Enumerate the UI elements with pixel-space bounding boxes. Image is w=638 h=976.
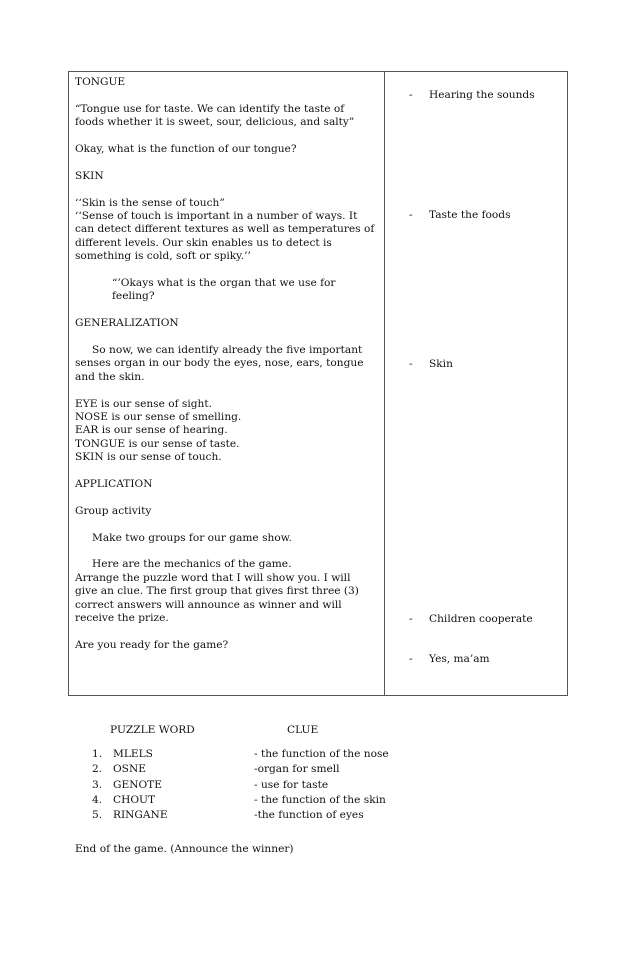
lesson-table	[68, 71, 568, 696]
response-dash: -	[409, 209, 413, 221]
puzzle-number: 3.	[92, 778, 103, 791]
lesson-paragraph: TONGUE is our sense of taste.	[75, 437, 240, 450]
lesson-paragraph: Here are the mechanics of the game.	[92, 558, 292, 571]
response-dash: -	[409, 653, 413, 665]
lesson-paragraph: GENERALIZATION	[75, 317, 179, 330]
puzzle-clue: -the function of eyes	[254, 809, 364, 822]
spacer	[75, 331, 375, 344]
lesson-paragraph: Are you ready for the game?	[75, 638, 229, 651]
puzzle-word: OSNE	[113, 763, 146, 776]
lesson-paragraph: TONGUE	[75, 76, 126, 88]
puzzle-word: GENOTE	[113, 778, 162, 791]
puzzle-number: 2.	[92, 763, 103, 776]
puzzle-clue: - the function of the skin	[254, 793, 386, 806]
spacer	[75, 625, 375, 638]
lesson-paragraph: Arrange the puzzle word that I will show you. I will give an clue. The first group that gives first three (3) correct answers will announce as winner and will receive the prize.	[75, 571, 359, 625]
puzzle-row	[92, 779, 492, 794]
lesson-paragraph: “’Okays what is the organ that we use for feeling?	[112, 277, 336, 303]
puzzle-row	[92, 748, 492, 763]
spacer	[75, 156, 375, 169]
lesson-paragraph: So now, we can identify already the five important senses organ in our body the eyes, nose, ears, tongue and the skin.	[75, 344, 364, 383]
response-text: Children cooperate	[429, 613, 533, 625]
puzzle-number: 1.	[92, 748, 103, 760]
lesson-paragraph: SKIN is our sense of touch.	[75, 451, 222, 464]
spacer	[75, 545, 375, 558]
lesson-paragraph: ‘‘Sense of touch is important in a number of ways. It can detect different textures as well as temperatures of different levels. Our skin enables us to detect is something is cold, soft or spiky.’’	[75, 210, 375, 263]
spacer	[75, 518, 375, 531]
lesson-paragraph: APPLICATION	[75, 478, 153, 491]
response-text: Yes, ma’am	[429, 653, 490, 665]
puzzle-word: CHOUT	[113, 793, 156, 806]
response-text: Taste the foods	[429, 209, 511, 221]
lesson-paragraph: Group activity	[75, 504, 152, 517]
clue-header: CLUE	[287, 724, 319, 736]
lesson-paragraph: “Tongue use for taste. We can identify the taste of foods whether it is sweet, sour, delicious, and salty”	[75, 102, 355, 129]
column-divider	[384, 72, 385, 695]
spacer	[75, 384, 375, 397]
lesson-paragraph: NOSE is our sense of smelling.	[75, 411, 242, 424]
puzzle-row	[92, 794, 492, 809]
response-text: Skin	[429, 358, 453, 370]
response-dash: -	[409, 613, 413, 625]
puzzle-word: RINGANE	[113, 809, 168, 822]
spacer	[75, 183, 375, 196]
puzzle-row	[92, 763, 492, 778]
spacer	[75, 264, 375, 277]
puzzle-clue: - the function of the nose	[254, 748, 389, 760]
puzzle-word: MLELS	[113, 748, 153, 760]
spacer	[75, 89, 375, 102]
lesson-paragraph: Okay, what is the function of our tongue?	[75, 143, 297, 155]
lesson-paragraph: EAR is our sense of hearing.	[75, 424, 228, 437]
lesson-paragraph: ‘‘Skin is the sense of touch”	[75, 196, 225, 209]
spacer	[75, 130, 375, 143]
puzzle-clue: - use for taste	[254, 778, 329, 791]
response-dash: -	[409, 358, 413, 370]
lesson-paragraph: EYE is our sense of sight.	[75, 397, 212, 410]
puzzle-number: 4.	[92, 793, 103, 806]
puzzle-list	[92, 748, 492, 824]
response-dash: -	[409, 89, 413, 101]
lesson-paragraph: Make two groups for our game show.	[92, 531, 292, 544]
lesson-paragraph: SKIN	[75, 169, 104, 182]
response-text: Hearing the sounds	[429, 89, 535, 101]
puzzle-word-header: PUZZLE WORD	[110, 724, 195, 736]
spacer	[75, 465, 375, 478]
spacer	[75, 491, 375, 504]
puzzle-clue: -organ for smell	[254, 763, 340, 776]
teacher-activity-column	[75, 76, 375, 652]
puzzle-number: 5.	[92, 809, 103, 822]
puzzle-row	[92, 809, 492, 824]
ending-note: End of the game. (Announce the winner)	[75, 843, 294, 855]
spacer	[75, 304, 375, 317]
